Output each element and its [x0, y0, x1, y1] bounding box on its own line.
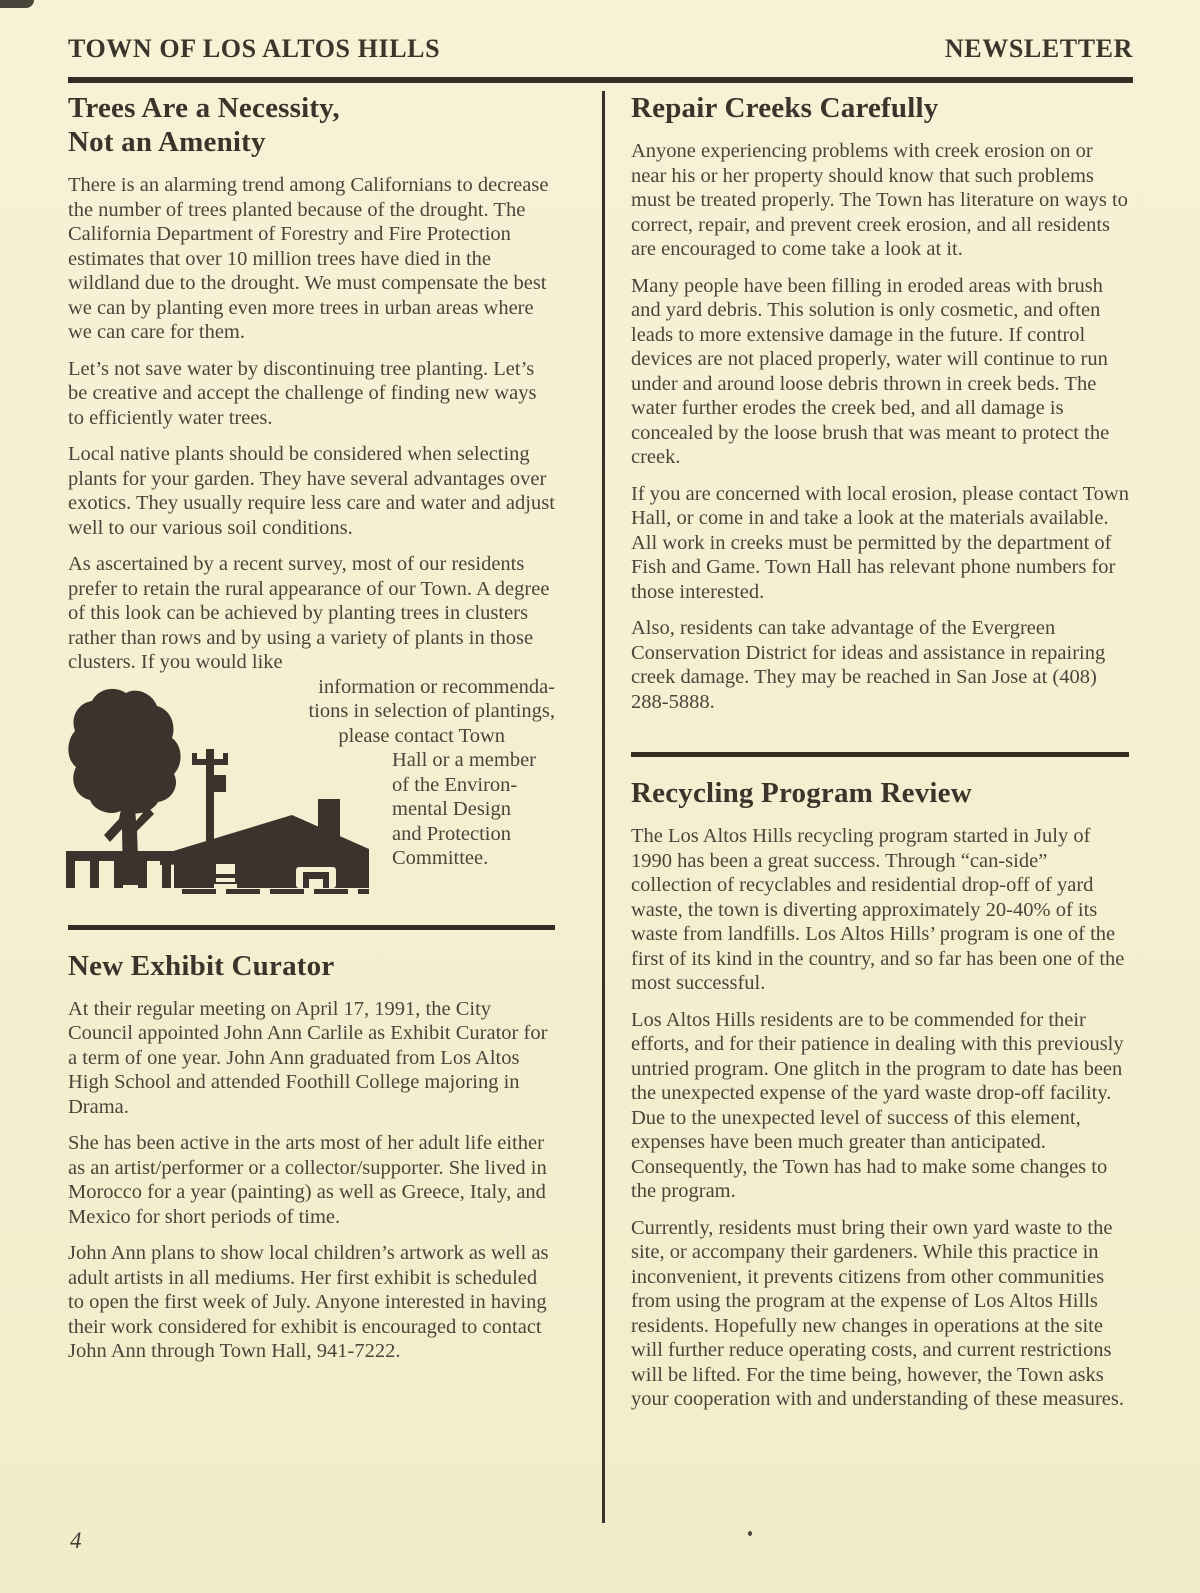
trees-wrap-line: mental Design — [392, 798, 511, 820]
section-divider-rule — [68, 925, 555, 930]
trees-wrap-line: Committee. — [392, 847, 489, 869]
article-title-recycling: Recycling Program Review — [631, 777, 972, 809]
creeks-paragraph: Anyone experiencing problems with creek erosion on or near his or her property should know that such problems must be treated properly. The Town has literature on ways to correct, repair, and prevent creek erosion, and all residents are encouraged to come take a look at it. — [631, 140, 1128, 260]
trees-title-line-2: Not an Amenity — [68, 126, 266, 158]
trees-wrap-line: of the Environ- — [392, 773, 518, 796]
tree-and-house-clipart — [64, 683, 372, 895]
creeks-paragraph: Many people have been filling in eroded areas with brush and yard debris. This solution is only cosmetic, and often leads to more extensive damage in the future. If control devices are not placed properly, water will continue to run under and around loose debris thrown in creek beds. The water further erodes the creek bed, and all damage is concealed by the loose brush that was meant to protect the creek. — [631, 274, 1110, 468]
section-divider-rule — [631, 752, 1129, 757]
ground-dashes — [182, 889, 369, 894]
illustration-text-wrap — [68, 675, 555, 887]
trees-wrap-line: please contact Town — [338, 724, 505, 747]
house-silhouette — [160, 799, 369, 888]
masthead-rule — [68, 77, 1133, 83]
exhibit-paragraph: She has been active in the arts most of her adult life either as an artist/performer or a collector/supporter. She lived in Morocco for a year (painting) as well as Greece, Italy, and Mexico for short periods of time. — [68, 1132, 547, 1228]
masthead-right-title: NEWSLETTER — [944, 34, 1133, 63]
right-column — [631, 91, 1129, 1523]
two-column-layout — [68, 91, 1133, 1523]
article-title-exhibit: New Exhibit Curator — [68, 949, 335, 982]
exhibit-paragraph: John Ann plans to show local children’s artwork as well as adult artists in all mediums. Her first exhibit is scheduled to open the first week of July. Anyone interested in having their work considered for exhibit is encouraged to contact John Ann through Town Hall, 941-7222. — [68, 1242, 549, 1362]
creeks-paragraph: Also, residents can take advantage of the Evergreen Conservation District for ideas and assistance in repairing creek damage. They may be reached in San Jose at (408) 288-5888. — [631, 617, 1106, 713]
trees-paragraph: As ascertained by a recent survey, most of our residents prefer to retain the rural appearance of our Town. A degree of this look can be achieved by planting trees in clusters rather than rows and by using a variety of plants in those clusters. If you would like — [68, 553, 550, 673]
utility-pole-silhouette — [192, 749, 228, 851]
page-content — [68, 34, 1133, 1523]
trees-paragraph: Local native plants should be considered when selecting plants for your garden. They have several advantages over exotics. They usually require less care and water and adjust well to our various soil conditions. — [68, 443, 555, 539]
exhibit-paragraph: At their regular meeting on April 17, 1991, the City Council appointed John Ann Carlile as Exhibit Curator for a term of one year. John Ann graduated from Los Altos High School and attended Foothill College majoring in Drama. — [68, 997, 548, 1118]
masthead — [68, 34, 1133, 64]
article-title-trees — [68, 91, 555, 159]
trees-paragraph: Let’s not save water by discontinuing tree planting. Let’s be creative and accept the challenge of finding new ways to efficiently water trees. — [68, 357, 537, 429]
creeks-paragraph: If you are concerned with local erosion, please contact Town Hall, or come in and take a look at the materials available. All work in creeks must be permitted by the department of Fish and Game. Town Hall has relevant phone numbers for those interested. — [631, 482, 1129, 603]
recycling-paragraph: Currently, residents must bring their own yard waste to the site, or accompany their gardeners. While this practice in inconvenient, it prevents citizens from other communities from using the program at the expense of Los Altos Hills residents. Hopefully new changes in operations at the site will further reduce operating costs, and current restrictions will be lifted. For the time being, however, the Town asks your cooperation with and understanding of these measures. — [631, 1216, 1125, 1410]
tree-silhouette — [68, 688, 180, 813]
trees-wrap-line: Hall or a member — [392, 749, 537, 771]
left-column — [68, 91, 555, 1523]
page-number: 4 — [70, 1528, 82, 1553]
recycling-paragraph: Los Altos Hills residents are to be commended for their efforts, and for their patience in dealing with this previously untried program. One glitch in the program to date has been the unexpected expense of the yard waste drop-off facility. Due to the unexpected level of success of this element, expenses have been much greater than anticipated. Consequently, the Town has had to make some changes to the program. — [631, 1008, 1124, 1202]
trees-title-line-1: Trees Are a Necessity, — [68, 92, 340, 124]
recycling-paragraph: The Los Altos Hills recycling program started in July of 1990 has been a great success. Through “can-side” collection of recyclables and residential drop-off of yard waste, the town is diverting approximately 20-40% of its waste from landfills. Los Altos Hills’ program is one of the first of its kind in the country, and so far has been one of the most successful. — [631, 825, 1125, 994]
trees-wrap-line: information or recommenda- — [318, 675, 555, 698]
trees-wrap-line: tions in selection of plantings, — [308, 700, 555, 722]
masthead-left-title: TOWN OF LOS ALTOS HILLS — [68, 34, 441, 63]
trees-wrap-line: and Protection — [392, 822, 511, 845]
article-title-creeks: Repair Creeks Carefully — [631, 92, 939, 124]
trees-paragraph: There is an alarming trend among Californians to decrease the number of trees planted because of the drought. The California Department of Forestry and Fire Protection estimates that over 10 million trees have died in the wildland due to the drought. We must compensate the best we can by planting even more trees in urban areas where we can care for them. — [68, 174, 549, 343]
scan-artifact — [0, 0, 34, 8]
stray-ink-dot — [748, 1531, 752, 1536]
